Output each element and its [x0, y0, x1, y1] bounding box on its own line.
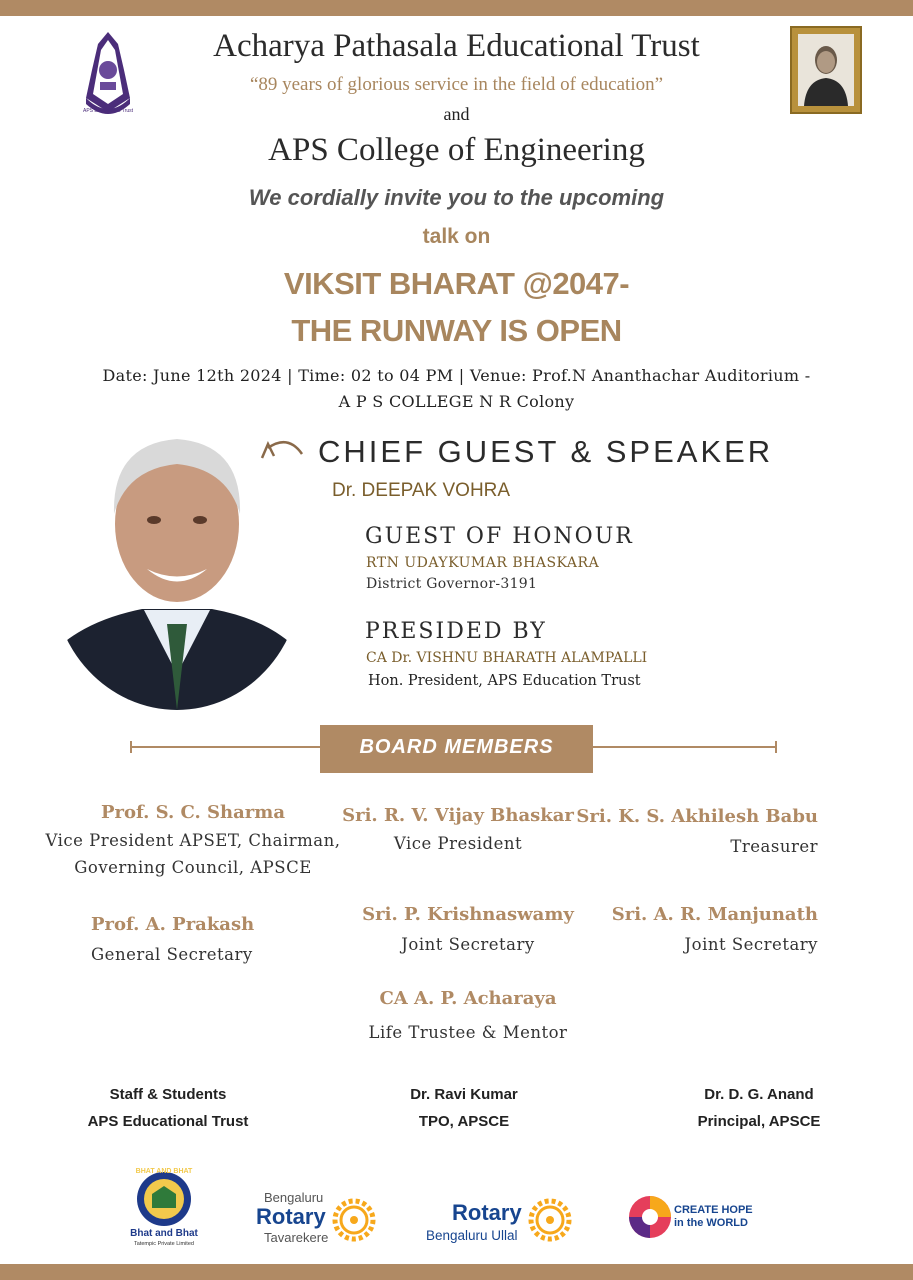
rotary1-name: Rotary: [256, 1204, 326, 1229]
rotary1-city: Bengaluru: [264, 1190, 324, 1205]
create-hope-logo: [626, 1192, 766, 1242]
logo-text: APS Educational Trust: [82, 108, 134, 114]
member-role-line2: Governing Council, APSCE: [74, 858, 312, 877]
signatory-line1: Staff & Students: [109, 1086, 227, 1103]
member-role: Vice President: [393, 834, 523, 853]
member-name: Sri. R. V. Vijay Bhaskar: [342, 805, 574, 826]
college-name: APS College of Engineering: [268, 132, 645, 168]
rotary-tavarekere-logo: [256, 1190, 380, 1250]
and-text: and: [443, 104, 470, 124]
create-hope-swirl-icon: [626, 1192, 674, 1242]
rotary2-club: Bengaluru Ullal: [426, 1228, 518, 1243]
board-member: [91, 914, 254, 964]
curved-arrow-icon: [258, 432, 306, 472]
rotary-wheel-icon: [332, 1198, 376, 1242]
event-details-line2: A P S COLLEGE N R Colony: [338, 392, 575, 411]
member-name: CA A. P. Acharaya: [379, 988, 557, 1009]
divider-left: [130, 746, 320, 748]
signatory-line1: Dr. Ravi Kumar: [410, 1086, 518, 1103]
member-name: Sri. K. S. Akhilesh Babu: [576, 806, 818, 827]
rotary-wheel-icon: [528, 1198, 572, 1242]
presided-heading: PRESIDED BY: [365, 619, 547, 644]
member-name: Prof. A. Prakash: [91, 914, 255, 935]
chief-guest-heading: CHIEF GUEST & SPEAKER: [318, 434, 774, 469]
chief-guest-name: Dr. DEEPAK VOHRA: [332, 480, 511, 501]
hope-line2: in the WORLD: [674, 1217, 748, 1229]
honour-name: RTN UDAYKUMAR BHASKARA: [366, 555, 600, 571]
org-name: Acharya Pathasala Educational Trust: [213, 28, 700, 64]
event-details-line1: Date: June 12th 2024 | Time: 02 to 04 PM | Venue: Prof.N Ananthachar Auditorium -: [102, 366, 811, 385]
signatory-line2: APS Educational Trust: [87, 1113, 249, 1130]
bhat-logo-name: Bhat and Bhat: [130, 1228, 198, 1239]
bottom-border: [0, 1264, 913, 1280]
signatory-line2: Principal, APSCE: [697, 1113, 821, 1130]
signatory: [334, 1086, 594, 1130]
divider-right: [593, 746, 777, 748]
presided-role: Hon. President, APS Education Trust: [368, 673, 641, 689]
hope-line1: CREATE HOPE: [674, 1204, 753, 1216]
top-border: [0, 0, 913, 16]
member-role: General Secretary: [91, 945, 253, 964]
signatory-line1: Dr. D. G. Anand: [704, 1086, 814, 1103]
member-role: Vice President APSET, Chairman,: [45, 831, 341, 850]
talk-title-line2: THE RUNWAY IS OPEN: [291, 313, 622, 348]
board-member: [340, 988, 596, 1042]
signatory: [629, 1086, 889, 1130]
rotary-ullal-logo: [424, 1196, 574, 1248]
bhat-logo-top: BHAT AND BHAT: [135, 1168, 193, 1175]
member-role: Joint Secretary: [684, 935, 818, 954]
board-members-heading: BOARD MEMBERS: [320, 725, 593, 773]
board-member: [30, 802, 356, 877]
member-role: Life Trustee & Mentor: [368, 1023, 568, 1042]
presided-name: CA Dr. VISHNU BHARATH ALAMPALLI: [366, 650, 648, 666]
member-role: Joint Secretary: [401, 935, 535, 954]
talk-title-line1: VIKSIT BHARAT @2047-: [283, 266, 630, 301]
member-name: Prof. S. C. Sharma: [100, 802, 286, 823]
member-name: Sri. P. Krishnaswamy: [362, 904, 574, 925]
member-name: Sri. A. R. Manjunath: [611, 904, 818, 925]
tagline: “89 years of glorious service in the field of education”: [249, 74, 664, 95]
board-member: [570, 904, 818, 954]
divider-left-cap: [130, 741, 132, 753]
rotary1-club: Tavarekere: [264, 1230, 329, 1245]
board-member: [340, 904, 596, 954]
honour-role: District Governor-3191: [366, 576, 538, 592]
board-member: [330, 805, 586, 853]
bhat-logo-sub: Tatempic Private Limited: [134, 1241, 194, 1247]
signatory: [38, 1086, 298, 1130]
signatory-line2: TPO, APSCE: [418, 1113, 510, 1130]
member-role: Treasurer: [730, 837, 818, 856]
talk-on-text: talk on: [422, 225, 491, 248]
honour-heading: GUEST OF HONOUR: [365, 524, 634, 549]
invite-text: We cordially invite you to the upcoming: [248, 185, 665, 210]
board-member: [570, 806, 818, 856]
divider-right-cap: [775, 741, 777, 753]
rotary2-name: Rotary: [452, 1200, 522, 1225]
bhat-and-bhat-logo: [126, 1170, 202, 1252]
